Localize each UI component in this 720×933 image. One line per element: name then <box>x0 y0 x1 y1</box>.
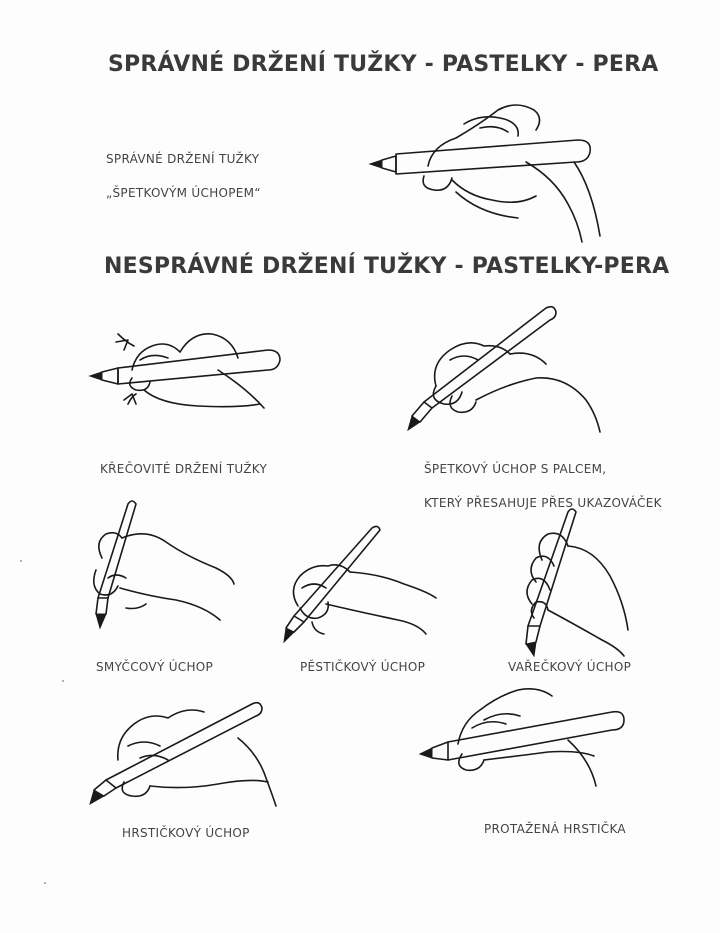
incorrect-grip-heading: NESPRÁVNÉ DRŽENÍ TUŽKY - PASTELKY-PERA <box>104 254 670 279</box>
hand-pencil-extended-palm-grip-icon <box>418 682 628 794</box>
grip-label-thumb-over: ŠPETKOVÝ ÚCHOP S PALCEM, <box>424 462 607 476</box>
grip-label-cramped: KŘEČOVITÉ DRŽENÍ TUŽKY <box>100 462 268 476</box>
grip-label-thumb-over-line2: KTERÝ PŘESAHUJE PŘES UKAZOVÁČEK <box>424 496 662 510</box>
grip-label-bow: SMYČCOVÝ ÚCHOP <box>96 660 214 674</box>
scan-speck <box>44 882 46 884</box>
grip-label-ladle: VAŘEČKOVÝ ÚCHOP <box>508 660 632 674</box>
scan-speck <box>20 560 22 562</box>
hand-pencil-thumb-over-grip-icon <box>406 304 612 434</box>
hand-pencil-pinch-grip-icon <box>368 96 618 246</box>
hand-pencil-fist-grip-icon <box>280 522 440 646</box>
grip-label-extended-palm: PROTAŽENÁ HRSTIČKA <box>484 822 626 836</box>
scan-speck <box>62 680 64 682</box>
hand-pencil-palm-grip-icon <box>88 698 288 808</box>
hand-pencil-ladle-grip-icon <box>514 506 634 660</box>
hand-pencil-bow-grip-icon <box>86 498 236 632</box>
hand-pencil-cramped-grip-icon <box>88 312 288 418</box>
grip-label-fist: PĚSTIČKOVÝ ÚCHOP <box>300 660 426 674</box>
correct-grip-heading: SPRÁVNÉ DRŽENÍ TUŽKY - PASTELKY - PERA <box>108 52 659 77</box>
correct-grip-caption: SPRÁVNÉ DRŽENÍ TUŽKY <box>106 152 260 166</box>
correct-grip-caption-quote: „ŠPETKOVÝM ÚCHOPEM“ <box>106 186 261 200</box>
grip-label-palm: HRSTIČKOVÝ ÚCHOP <box>122 826 250 840</box>
